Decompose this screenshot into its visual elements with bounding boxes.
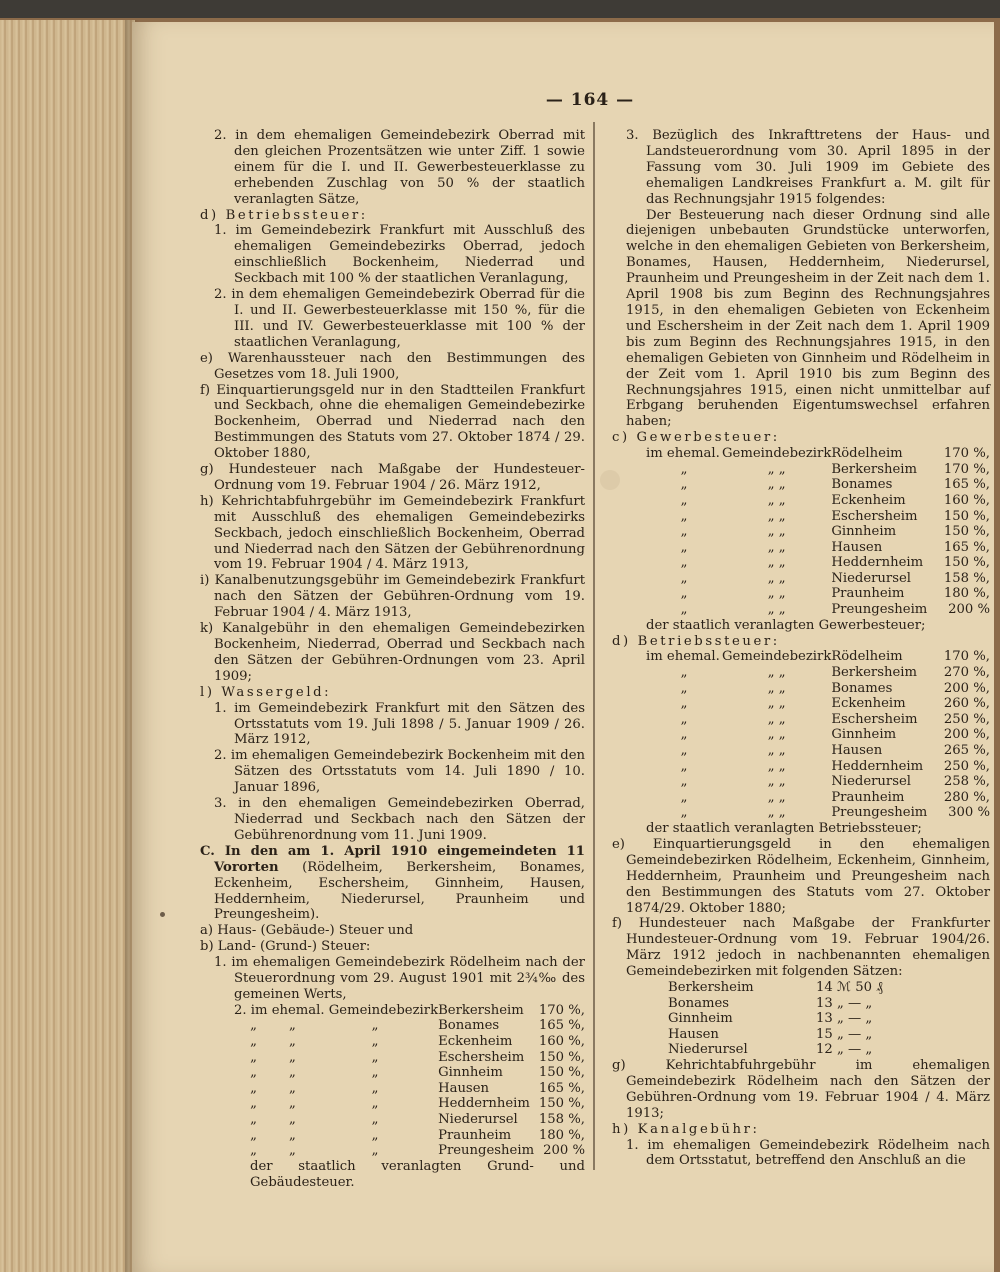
rate-cell: 170 %, [943,446,990,462]
place-cell: Berkersheim [438,1002,524,1018]
rate-cell: 158 %, [538,1112,585,1127]
left-column [200,128,585,1191]
ditto-cell: im ehemal. [646,649,720,665]
d-rate-table [646,649,990,821]
place-cell: Ginnheim [438,1065,503,1081]
amount-cell: 12 „ — „ [816,1042,873,1058]
ditto-cell: „ „ [767,665,786,681]
ditto-cell: „ [250,1080,257,1096]
b2-intro: 2. im ehemal. Gemeindebezirk [234,1002,439,1018]
ditto-cell: „ [250,1127,257,1143]
rate-cell: 165 %, [538,1080,585,1096]
place-cell: Bonames [438,1018,500,1034]
item-2-oberrad: 2. in dem ehemaligen Gemeindebezirk Oberrad mit den gleichen Prozentsätzen wie unter Ziff. 1 sowie einem für die I. und II. Gewerbesteuerklasse zu erhebenden Zuschlag von 50 % der staatlich veranlagten Sätze, [214,128,585,207]
ditto-cell: „ „ [767,805,786,821]
table-row [646,571,990,587]
place-cell: Heddernheim [831,758,924,774]
table-row [646,759,990,775]
ditto-cell: „ [289,1034,296,1050]
item-g-kehricht-right: g) Kehrichtabfuhrgebühr im ehemaligen Gemeindebezirk Rödelheim nach den Sätzen der Gebühren-Ordnung vom 19. Februar 1904 / 4. März 1913; [612,1058,990,1121]
place-cell: Rödelheim [831,649,903,665]
rate-cell: 150 %, [538,1049,585,1065]
ditto-cell: „ [371,1049,379,1065]
rate-cell: 170 %, [943,649,990,665]
ditto-cell: „ [680,539,688,555]
rate-cell: 165 %, [943,539,990,555]
place-cell: Heddernheim [831,555,924,571]
heading-c-gewerbesteuer: c) Gewerbesteuer: [612,430,780,446]
b2-block [200,1003,585,1159]
rate-cell: 170 %, [943,461,990,477]
ditto-cell: „ [680,570,688,586]
place-cell: Hausen [831,539,883,555]
ditto-cell: „ [680,665,688,681]
ditto-cell: „ [680,805,688,821]
heading-d-betriebssteuer-right: d) Betriebssteuer: [612,633,780,649]
ditto-cell: „ [680,477,688,493]
rate-cell: 150 %, [538,1065,585,1081]
place-cell: Eckenheim [831,492,906,508]
place-cell: Ginnheim [668,1011,733,1027]
table-row [234,1081,585,1097]
table-row [668,1042,883,1058]
rate-cell: 250 %, [943,758,990,774]
table-row [646,805,990,821]
heading-h-kanalgebuehr: h) Kanalgebühr: [612,1121,760,1137]
d-tail: der staatlich veranlagten Betriebssteuer; [646,821,922,836]
ditto-cell: „ [680,758,688,774]
table-row [234,1112,585,1128]
place-cell: Eckenheim [831,696,906,712]
ditto-cell: „ [680,461,688,477]
ditto-cell: „ „ [767,774,786,790]
f-fee-table [668,980,883,1058]
section-c-rest: (Rödelheim, Berkersheim, Bonames, Eckenheim, Eschersheim, Ginnheim, Hausen, Heddernheim, Niederursel, Praunheim und Preungesheim). [214,859,585,923]
item-f-einquartierungsgeld: f) Einquartierungsgeld nur in den Stadtteilen Frankfurt und Seckbach, ohne die ehemaligen Gemeindebezirke Bockenheim, Oberrad und Niederrad nach den Bestimmungen des Statuts vom 27. Oktober 1874 / 29. Oktober 1880, [200,382,585,462]
ditto-cell: „ [680,680,688,696]
amount-cell: 15 „ — „ [816,1026,873,1042]
ditto-cell: „ [250,1018,257,1034]
table-row [646,493,990,509]
table-row [646,681,990,697]
rate-cell: 200 % [948,602,990,618]
c-rate-table [646,446,990,618]
ditto-cell: „ [680,743,688,759]
place-cell: Praunheim [831,789,905,805]
item-h1: 1. im ehemaligen Gemeindebezirk Rödelheim nach dem Ortsstatut, betreffend den Anschluß an die [626,1137,990,1169]
ditto-cell: „ „ [767,680,786,696]
ditto-cell: „ [680,508,688,524]
ditto-cell: „ [250,1096,257,1112]
place-cell: Niederursel [438,1112,518,1127]
place-cell: Praunheim [438,1127,512,1143]
f-block [612,980,990,1058]
place-cell: Bonames [668,995,730,1011]
heading-d-betriebssteuer: d) Betriebssteuer: [200,207,368,223]
table-row [646,586,990,602]
heading-l-wassergeld: l) Wassergeld: [200,684,332,700]
table-row [646,446,990,462]
item-b-landsteuer: b) Land- (Grund-) Steuer: [200,939,371,955]
rate-cell: 300 % [948,805,990,821]
rate-cell: 165 %, [943,477,990,493]
ditto-cell: „ [250,1143,257,1159]
rate-cell: 170 %, [538,1002,585,1018]
ditto-cell: Gemeindebezirk [722,446,832,462]
table-row [234,1143,585,1159]
rate-cell: 200 % [543,1143,585,1159]
place-cell: Eckenheim [438,1034,513,1050]
rate-cell: 265 %, [943,743,990,759]
item-l1: 1. im Gemeindebezirk Frankfurt mit den Sätzen des Ortsstatuts vom 19. Juli 1898 / 5. Januar 1909 / 26. März 1912, [214,700,585,748]
column-divider [593,122,595,1170]
ditto-cell: „ [250,1065,257,1081]
ditto-cell: „ „ [767,555,786,571]
paragraph-besteuerung: Der Besteuerung nach dieser Ordnung sind alle diejenigen unbebauten Grundstücke unterworfen, welche in den ehemaligen Gebieten von Berkersheim, Bonames, Hausen, Heddernheim, Niederursel, Praunheim und Preungesheim in der Zeit nach dem 1. April 1908 bis zum Beginn des Rechnungsjahres 1915, in den ehemaligen Gebieten von Eckenheim und Eschersheim in der Zeit nach dem 1. April 1909 bis zum Beginn des Rechnungsjahres 1915, in den ehemaligen Gebieten von Ginnheim und Rödelheim in der Zeit vom 1. April 1910 bis zum Beginn des Rechnungsjahres 1915, einen nicht unmittelbar auf Erbgang beruhenden Eigentumswechsel erfahren haben; [626,207,990,430]
ditto-cell: „ [289,1065,296,1081]
item-g-hundesteuer: g) Hundesteuer nach Maßgabe der Hundesteuer-Ordnung vom 19. Februar 1904 / 26. März 1912, [200,462,585,493]
table-row [646,649,990,665]
page-edges [0,20,135,1272]
rate-cell: 258 %, [943,774,990,790]
place-cell: Berkersheim [668,980,754,996]
table-row [234,1018,585,1034]
place-cell: Eschersheim [831,508,918,524]
rate-cell: 180 %, [943,586,990,602]
ditto-cell: „ [289,1018,296,1034]
place-cell: Preungesheim [438,1143,535,1159]
place-cell: Niederursel [831,774,912,790]
ditto-cell: „ „ [767,711,786,727]
amount-cell: 13 „ — „ [816,1011,873,1027]
right-column [612,128,990,1169]
place-cell: Niederursel [831,570,912,586]
ditto-cell: „ [371,1065,379,1081]
table-row [646,743,990,759]
ditto-cell: im ehemal. [646,446,720,462]
table-row [646,774,990,790]
table-row [234,1050,585,1066]
ditto-cell: „ „ [767,539,786,555]
table-row [646,727,990,743]
ditto-cell: „ „ [767,758,786,774]
amount-cell: 14 ℳ 50 ₰ [816,980,883,996]
ditto-cell: „ [371,1127,379,1143]
table-row [646,509,990,525]
ditto-cell: „ „ [767,602,786,618]
place-cell: Niederursel [668,1042,748,1058]
ditto-cell: „ [289,1049,296,1065]
table-row [646,540,990,556]
place-cell: Eschersheim [831,711,918,727]
place-cell: Ginnheim [831,524,897,540]
item-l3: 3. in den ehemaligen Gemeindebezirken Oberrad, Niederrad und Seckbach nach den Sätzen der Gebührenordnung vom 11. Juni 1909. [214,796,585,843]
ditto-cell: „ „ [767,508,786,524]
ditto-cell: „ [250,1112,257,1127]
ditto-cell: „ [371,1018,379,1034]
item-k-kanalgebuehr: k) Kanalgebühr in den ehemaligen Gemeindebezirken Bockenheim, Niederrad, Oberrad und Seckbach nach den Sätzen der Gebühren-Ordnungen vom 23. April 1909; [200,621,585,684]
rate-cell: 150 %, [943,524,990,540]
item-d1: 1. im Gemeindebezirk Frankfurt mit Ausschluß des ehemaligen Gemeindebezirks Oberrad, jedoch einschließlich Bockenheim, Niederrad und Seckbach mit 100 % der staatlichen Veranlagung, [214,223,585,287]
ditto-cell: „ [680,789,688,805]
rate-cell: 150 %, [943,508,990,524]
ditto-cell: „ [680,602,688,618]
item-e-einquartierungsgeld-right: e) Einquartierungsgeld in den ehemaligen Gemeindebezirken Rödelheim, Eckenheim, Ginnheim, Heddernheim, Praunheim und Preungesheim nach den Bestimmungen des Statuts vom 27. Oktober 1874/29. Oktober 1880; [612,836,990,916]
ditto-cell: „ „ [767,461,786,477]
ditto-cell: „ [680,586,688,602]
item-h-kehricht: h) Kehrichtabfuhrgebühr im Gemeindebezirk Frankfurt mit Ausschluß des ehemaligen Gemeindebezirks Seckbach, jedoch einschließlich Bockenheim, Oberrad und Niederrad nach den Sätzen der Gebührenordnung vom 19. Februar 1904 / 4. März 1913, [200,493,585,573]
rate-cell: 180 %, [538,1127,585,1143]
item-e-warenhaussteuer: e) Warenhaussteuer nach den Bestimmungen des Gesetzes vom 18. Juli 1900, [200,350,585,382]
ditto-cell: „ [680,555,688,571]
ditto-cell: „ „ [767,570,786,586]
item-i-kanalbenutzung: i) Kanalbenutzungsgebühr im Gemeindebezirk Frankfurt nach den Sätzen der Gebühren-Ordnung vom 19. Februar 1904 / 4. März 1913, [200,573,585,621]
place-cell: Heddernheim [438,1096,530,1112]
paper-dot [160,912,165,917]
table-row [646,696,990,712]
place-cell: Preungesheim [831,602,928,618]
table-row [234,1003,585,1019]
table-row [234,1096,585,1112]
place-cell: Hausen [831,743,883,759]
c-block [612,446,990,618]
place-cell: Bonames [831,477,893,493]
amount-cell: 13 „ — „ [816,995,873,1011]
table-row [646,602,990,618]
place-cell: Rödelheim [831,446,903,462]
table-row [646,555,990,571]
ditto-cell: „ „ [767,789,786,805]
ditto-cell: „ „ [767,696,786,712]
section-c [200,844,585,924]
table-row [234,1034,585,1050]
ditto-cell: „ [289,1096,296,1112]
ditto-cell: „ [680,711,688,727]
rate-cell: 260 %, [943,696,990,712]
table-row [646,665,990,681]
ditto-cell: „ „ [767,492,786,508]
ditto-cell: „ „ [767,743,786,759]
ditto-cell: „ [289,1080,296,1096]
ditto-cell: „ „ [767,586,786,602]
ditto-cell: „ [680,774,688,790]
ditto-cell: „ [680,524,688,540]
table-row [668,1011,883,1027]
item-b1: 1. im ehemaligen Gemeindebezirk Rödelheim nach der Steuerordnung vom 29. August 1901 mit 2¾‰ des gemeinen Werts, [214,955,585,1002]
ditto-cell: „ „ [767,524,786,540]
table-row [646,462,990,478]
b2-rate-table [234,1003,585,1159]
rate-cell: 280 %, [943,789,990,805]
table-row [668,980,883,996]
rate-cell: 150 %, [538,1096,585,1112]
section-c-lead: C. In den am 1. April 1910 eingemeindeten 11 Vororten [200,843,585,875]
rate-cell: 200 %, [943,680,990,696]
place-cell: Hausen [438,1080,489,1096]
ditto-cell: „ [371,1034,379,1050]
b2-tail: der staatlich veranlagten Grund- und Gebäudesteuer. [250,1158,585,1190]
ditto-cell: „ [250,1049,257,1065]
place-cell: Preungesheim [831,805,928,821]
c-tail: der staatlich veranlagten Gewerbesteuer; [646,617,926,633]
ditto-cell: „ „ [767,477,786,493]
table-row [646,524,990,540]
rate-cell: 200 %, [943,727,990,743]
rate-cell: 270 %, [943,665,990,681]
rate-cell: 160 %, [943,492,990,508]
place-cell: Berkersheim [831,461,917,477]
ditto-cell: Gemeindebezirk [722,649,832,665]
ditto-cell: „ [289,1127,296,1143]
ditto-cell: „ [680,492,688,508]
ditto-cell: „ „ [767,727,786,743]
rate-cell: 160 %, [538,1034,585,1050]
d-block [612,649,990,821]
table-row [234,1128,585,1144]
rate-cell: 158 %, [943,570,990,586]
item-f-hundesteuer-right: f) Hundesteuer nach Maßgabe der Frankfurter Hundesteuer-Ordnung vom 19. Februar 1904/26. März 1912 jedoch in nachbenannten ehemaligen Gemeindebezirken mit folgenden Sätzen: [612,916,990,980]
place-cell: Eschersheim [438,1049,525,1065]
item-d2: 2. in dem ehemaligen Gemeindebezirk Oberrad für die I. und II. Gewerbesteuerklasse mit 150 %, für die III. und IV. Gewerbesteuerklasse mit 100 % der staatlichen Veranlagung, [214,287,585,350]
table-row [668,996,883,1012]
table-row [234,1065,585,1081]
table-row [646,477,990,493]
ditto-cell: „ [680,727,688,743]
ditto-cell: „ [371,1080,379,1096]
place-cell: Ginnheim [831,727,897,743]
ditto-cell: „ [371,1096,379,1112]
table-row [646,790,990,806]
ditto-cell: „ [289,1143,296,1159]
place-cell: Bonames [831,680,893,696]
place-cell: Praunheim [831,586,905,602]
page-number: — 164 — [545,90,635,110]
ditto-cell: „ [289,1112,296,1127]
item-l2: 2. im ehemaligen Gemeindebezirk Bockenheim mit den Sätzen des Ortsstatuts vom 14. Juli 1890 / 10. Januar 1896, [214,748,585,796]
ditto-cell: „ [680,696,688,712]
item-a-haussteuer: a) Haus- (Gebäude-) Steuer und [200,923,414,939]
place-cell: Hausen [668,1026,719,1042]
table-row [646,712,990,728]
rate-cell: 250 %, [943,711,990,727]
rate-cell: 150 %, [943,555,990,571]
ditto-cell: „ [371,1112,379,1127]
ditto-cell: „ [250,1034,257,1050]
ditto-cell: „ [371,1143,379,1159]
item-3-inkrafttreten: 3. Bezüglich des Inkrafttretens der Haus- und Landsteuerordnung vom 30. April 1895 in der Fassung vom 30. Juli 1909 im Gebiete des ehemaligen Landkreises Frankfurt a. M. gilt für das Rechnungsjahr 1915 folgendes: [626,128,990,207]
table-row [668,1027,883,1043]
rate-cell: 165 %, [538,1018,585,1034]
place-cell: Berkersheim [831,665,917,681]
